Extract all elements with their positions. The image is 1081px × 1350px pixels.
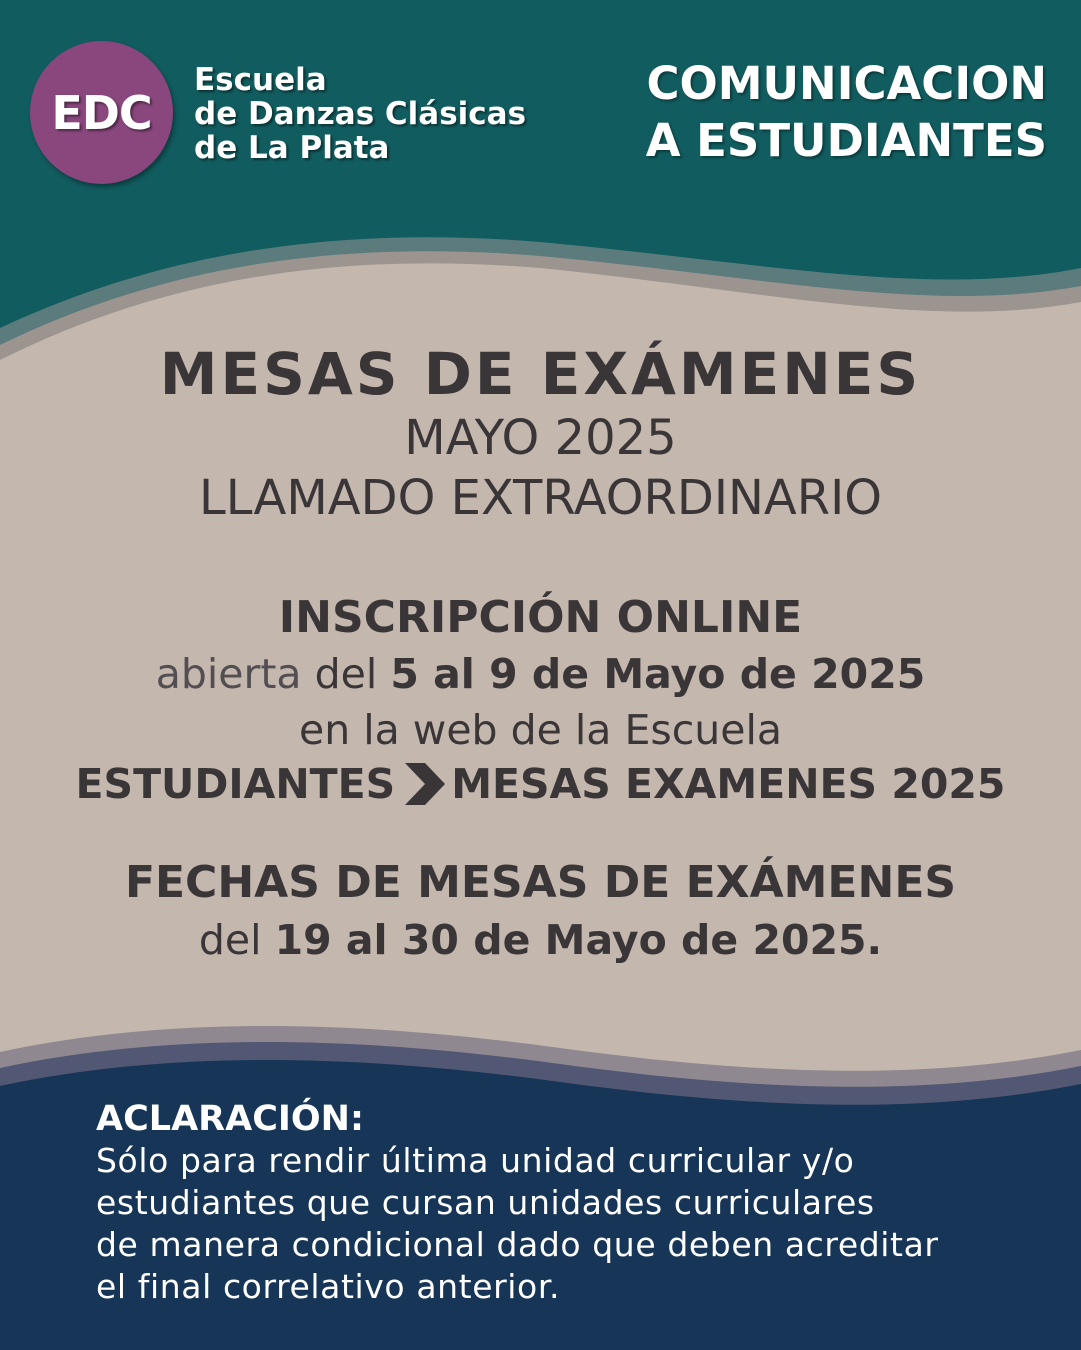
school-name-line-3: de La Plata: [194, 130, 390, 166]
path-from: ESTUDIANTES: [75, 760, 396, 808]
fechas-del: del: [198, 916, 262, 964]
school-name-line-1: Escuela: [194, 62, 327, 98]
note-line-3: de manera condicional dado que deben acreditar: [96, 1225, 939, 1264]
note-title: ACLARACIÓN:: [96, 1099, 364, 1139]
path-to: MESAS EXAMENES 2025: [451, 760, 1006, 808]
fechas-heading: FECHAS DE MESAS DE EXÁMENES: [124, 857, 957, 908]
inscripcion-del: del: [314, 650, 378, 698]
main-title: MESAS DE EXÁMENES: [159, 340, 922, 408]
school-name-line-2: de Danzas Clásicas: [194, 96, 527, 132]
inscripcion-heading: INSCRIPCIÓN ONLINE: [278, 592, 803, 643]
inscripcion-web: en la web de la Escuela: [299, 706, 782, 754]
header-title: [646, 55, 1047, 169]
inscripcion-dates-line: [0, 646, 1081, 702]
logo-text: EDC: [51, 85, 152, 140]
call-type: LLAMADO EXTRAORDINARIO: [198, 470, 883, 526]
header-title-line-1: COMUNICACION: [646, 57, 1047, 110]
web-path: [0, 756, 1081, 812]
school-name: [194, 63, 526, 165]
header-title-line-2: A ESTUDIANTES: [645, 114, 1047, 167]
month-year: MAYO 2025: [404, 410, 677, 466]
inscripcion-open-word: abierta: [155, 650, 302, 698]
chevron-right-icon: [403, 761, 447, 807]
fechas-dates: 19 al 30 de Mayo de 2025.: [274, 916, 883, 964]
inscripcion-dates: 5 al 9 de Mayo de 2025: [390, 650, 926, 698]
fechas-dates-line: [0, 912, 1081, 968]
edc-logo: [30, 41, 173, 184]
note-line-4: el final correlativo anterior.: [96, 1267, 561, 1306]
note-line-1: Sólo para rendir última unidad curricular y/o: [96, 1141, 855, 1180]
note-line-2: estudiantes que cursan unidades curriculares: [96, 1183, 875, 1222]
note: [96, 1098, 939, 1308]
note-body: [96, 1140, 939, 1308]
